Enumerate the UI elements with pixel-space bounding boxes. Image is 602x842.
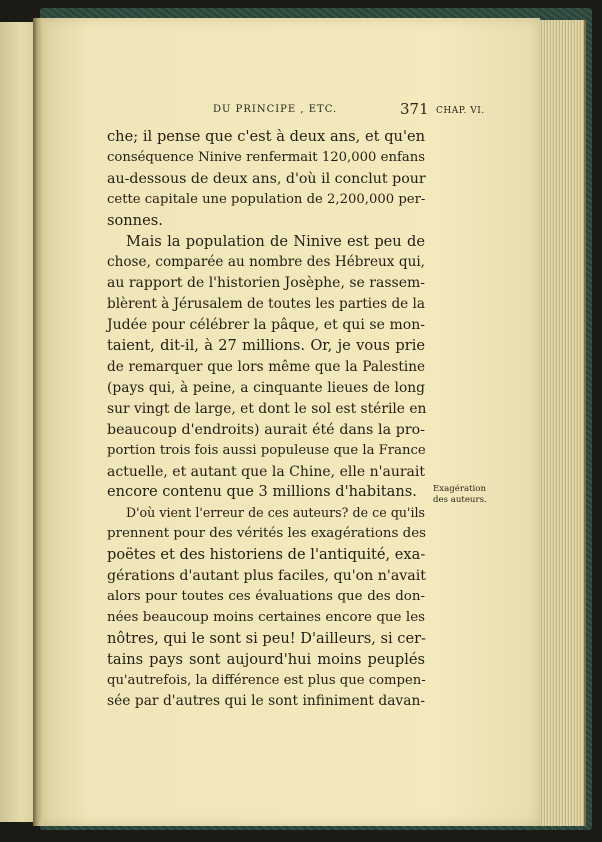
text-line: Judée pour célébrer la pâque, et qui se mon- — [107, 317, 425, 334]
text-line: gérations d'autant plus faciles, qu'on n'avait — [107, 568, 427, 585]
text-line: che; il pense que c'est à deux ans, et qu'en — [107, 128, 425, 145]
text-line: portion trois fois aussi populeuse que la France — [107, 442, 426, 458]
text-line: conséquence Ninive renfermait 120,000 enfans — [107, 149, 425, 165]
book-gutter — [33, 18, 43, 826]
text-line: sur vingt de large, et dont le sol est stérile en — [107, 400, 427, 417]
facing-page-edge — [0, 22, 37, 822]
text-line: prennent pour des vérités les exagérations des — [107, 526, 427, 542]
margin-note-line: des auteurs. — [433, 495, 487, 505]
text-line: sée par d'autres qui le sont infiniment davan- — [107, 693, 425, 710]
text-line: au-dessous de deux ans, d'où il conclut pour — [107, 170, 426, 187]
text-line: Mais la population de Ninive est peu de — [126, 232, 425, 250]
text-line: poëtes et des historiens de l'antiquité, exa- — [107, 546, 426, 564]
margin-note — [433, 484, 493, 506]
text-line: tains pays sont aujourd'hui moins peuplés — [107, 650, 425, 668]
text-line: qu'autrefois, la différence est plus que compen- — [107, 672, 426, 688]
text-line: taient, dit-il, à 27 millions. Or, je vous prie — [107, 337, 425, 355]
running-head: DU PRINCIPE , ETC. — [213, 104, 338, 115]
text-line: au rapport de l'historien Josèphe, se rassem- — [107, 275, 425, 292]
chapter-marker: CHAP. VI. — [436, 106, 485, 116]
text-line: beaucoup d'endroits) aurait été dans la pro- — [107, 421, 425, 438]
text-line: cette capitale une population de 2,200,000 per- — [107, 191, 426, 207]
text-line: encore contenu que 3 millions d'habitans. — [107, 483, 417, 501]
text-line: nôtres, qui le sont si peu! D'ailleurs, si cer- — [107, 629, 426, 647]
text-line: alors pour toutes ces évaluations que des don- — [107, 588, 425, 604]
text-line: (pays qui, à peine, a cinquante lieues de long — [107, 379, 425, 396]
text-line: D'où vient l'erreur de ces auteurs? de ce qu'ils — [126, 505, 425, 521]
margin-note-line: Exagération — [433, 484, 486, 494]
text-line: chose, comparée au nombre des Hébreux qui, — [107, 254, 425, 271]
text-line: sonnes. — [107, 211, 163, 229]
body-text — [107, 127, 425, 712]
text-line: de remarquer que lors même que la Palestine — [107, 358, 425, 375]
text-line: actuelle, et autant que la Chine, elle n'aurait — [107, 463, 425, 480]
text-line: nées beaucoup moins certaines encore que les — [107, 609, 425, 625]
text-line: blèrent à Jérusalem de toutes les parties de la — [107, 296, 425, 313]
page-number: 371 — [400, 100, 429, 118]
page-block-edges — [540, 20, 586, 826]
